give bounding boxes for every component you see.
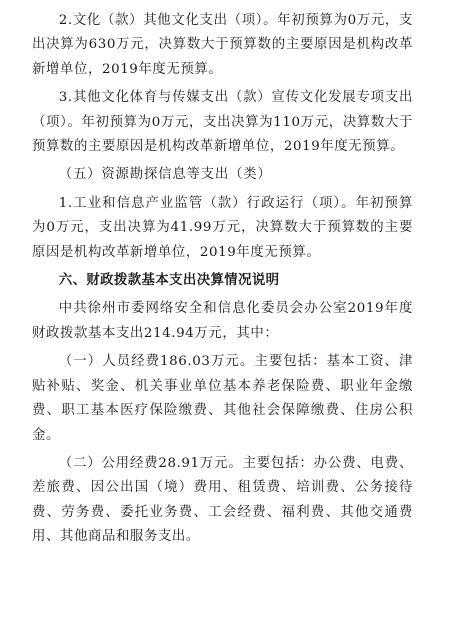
- paragraph-propaganda-special-expenses: 3.其他文化体育与传媒支出（款）宣传文化发展专项支出（项）。年初预算为0万元，支出决算为110万元，决算数大于预算数的主要原因是机构改革新增单位，2019年度无预算。: [32, 90, 413, 155]
- paragraph-basic-expenditure-total: 中共徐州市委网络安全和信息化委员会办公室2019年度财政拨款基本支出214.94万元，其中：: [32, 301, 413, 341]
- paragraph-culture-other-expenses: 2.文化（款）其他文化支出（项）。年初预算为0万元，支出决算为630万元，决算数大于预算数的主要原因是机构改革新增单位，2019年度无预算。: [32, 13, 413, 77]
- paragraph-industry-supervision: 1.工业和信息产业监管（款）行政运行（项）。年初预算为0万元，支出决算为41.99万元，决算数大于预算数的主要原因是机构改革新增单位，2019年度无预算。: [32, 195, 413, 260]
- section-heading-basic-expenditure: 六、财政拨款基本支出决算情况说明: [58, 273, 280, 289]
- section-subheading-resource-exploration: （五）资源勘探信息等支出（类）: [58, 167, 272, 183]
- paragraph-public-expenses: （二）公用经费28.91万元。主要包括：办公费、电费、差旅费、因公出国（境）费用、租赁费、培训费、公务接待费、劳务费、委托业务费、工会经费、福利费、其他交通费用、其他商品和服务支出。: [32, 455, 413, 545]
- paragraph-personnel-expenses: （一）人员经费186.03万元。主要包括：基本工资、津贴补贴、奖金、机关事业单位基本养老保险费、职业年金缴费、职工基本医疗保险缴费、其他社会保障缴费、住房公积金。: [32, 354, 413, 443]
